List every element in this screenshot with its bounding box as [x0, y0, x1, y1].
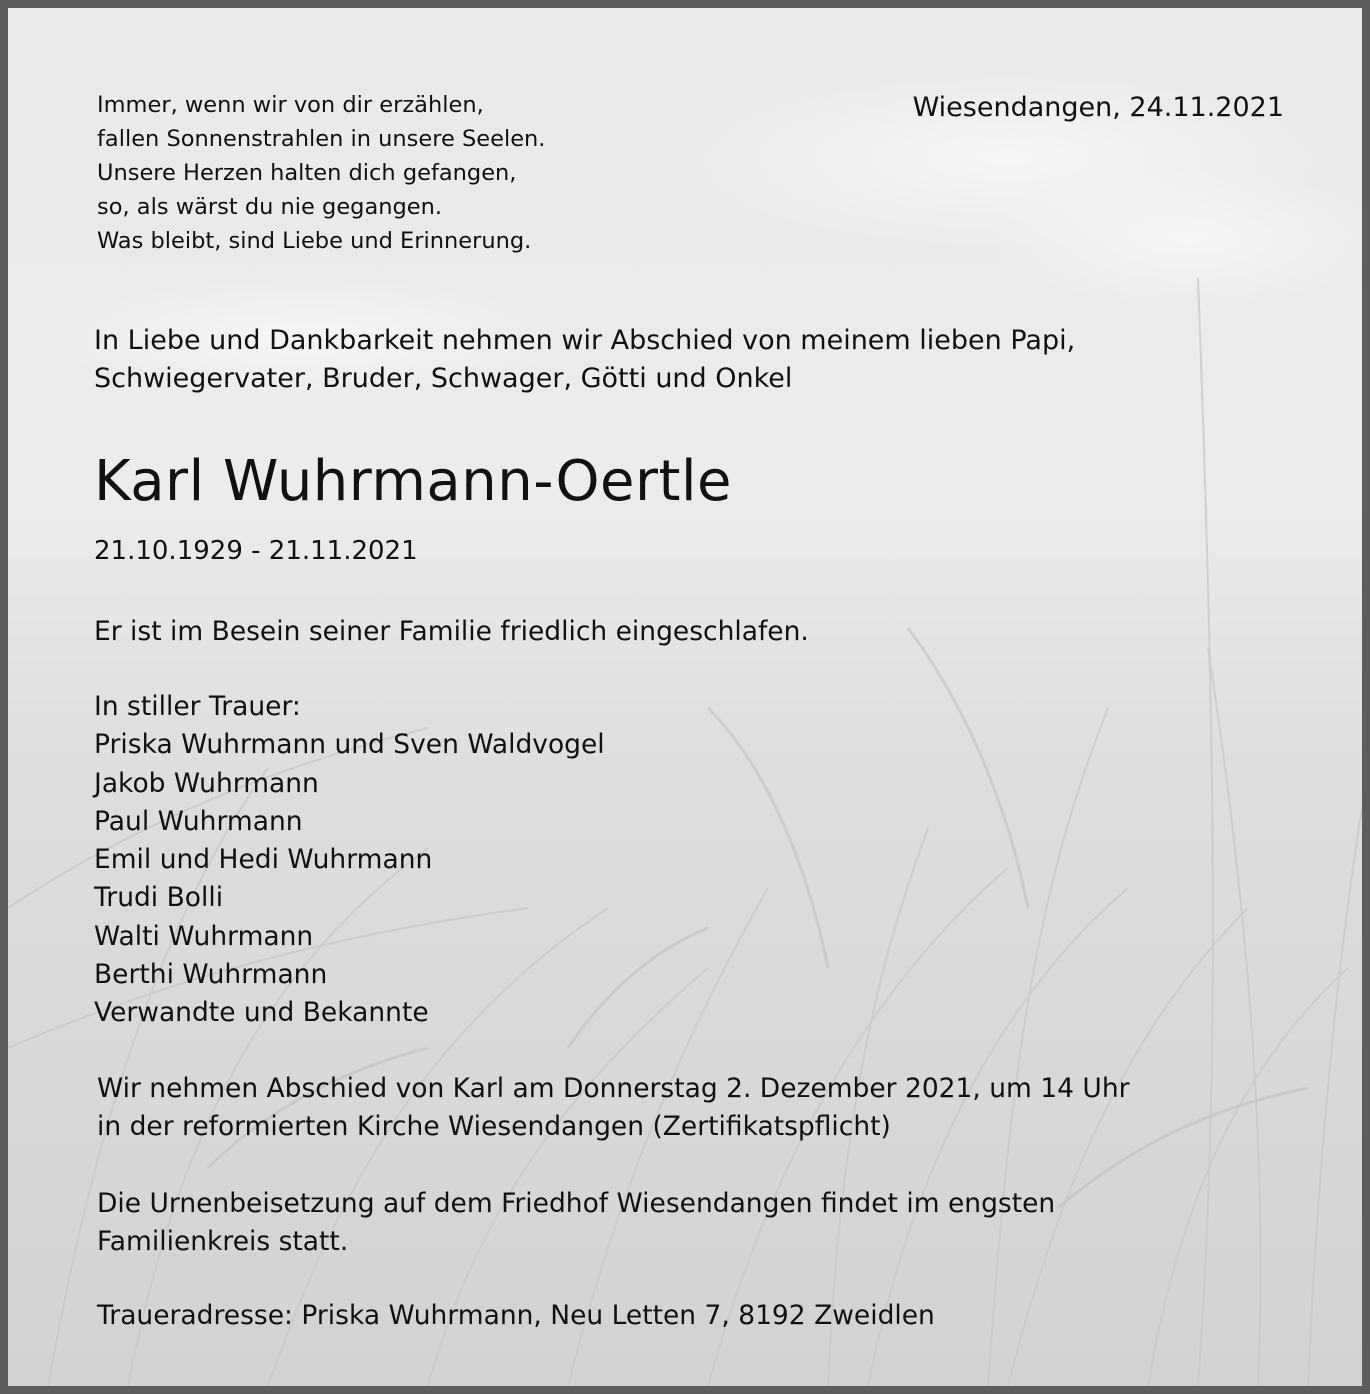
mourning-address: Traueradresse: Priska Wuhrmann, Neu Letten 7, 8192 Zweidlen: [97, 1300, 935, 1331]
mourner-item: Priska Wuhrmann und Sven Waldvogel: [94, 729, 605, 761]
obituary-notice: [8, 8, 1362, 1386]
urn-line: Die Urnenbeisetzung auf dem Friedhof Wiesendangen findet im engsten: [97, 1188, 1056, 1219]
mourner-item: Verwandte und Bekannte: [94, 997, 429, 1029]
poem-line: Immer, wenn wir von dir erzählen,: [97, 92, 484, 118]
service-line: Wir nehmen Abschied von Karl am Donnerstag 2. Dezember 2021, um 14 Uhr: [97, 1073, 1130, 1104]
service-line: in der reformierten Kirche Wiesendangen (Zertifikatspflicht): [97, 1111, 891, 1142]
poem: [97, 88, 545, 258]
mourner-item: Trudi Bolli: [94, 882, 224, 914]
mourner-item: Emil und Hedi Wuhrmann: [94, 844, 433, 876]
mourners-list: [94, 688, 605, 1033]
poem-line: so, als wärst du nie gegangen.: [97, 194, 443, 220]
life-dates: 21.10.1929 - 21.11.2021: [94, 536, 418, 566]
deceased-name: Karl Wuhrmann-Oertle: [94, 449, 732, 514]
intro-text: [94, 322, 1075, 398]
urn-burial-info: [97, 1185, 1055, 1261]
mourner-item: Paul Wuhrmann: [94, 805, 303, 837]
mourner-item: Walti Wuhrmann: [94, 920, 314, 952]
poem-line: Was bleibt, sind Liebe und Erinnerung.: [97, 228, 532, 254]
passing-statement: Er ist im Besein seiner Familie friedlich eingeschlafen.: [94, 616, 809, 647]
service-info: [97, 1070, 1130, 1146]
poem-line: Unsere Herzen halten dich gefangen,: [97, 160, 517, 186]
intro-line: In Liebe und Dankbarkeit nehmen wir Abschied von meinem lieben Papi,: [94, 325, 1076, 356]
urn-line: Familienkreis statt.: [97, 1226, 349, 1257]
intro-line: Schwiegervater, Bruder, Schwager, Götti und Onkel: [94, 363, 793, 394]
mourner-item: Jakob Wuhrmann: [94, 767, 319, 799]
mourner-item: Berthi Wuhrmann: [94, 959, 328, 991]
place-and-date: Wiesendangen, 24.11.2021: [912, 92, 1284, 123]
poem-line: fallen Sonnenstrahlen in unsere Seelen.: [97, 126, 546, 152]
mourners-heading: In stiller Trauer:: [94, 691, 301, 722]
